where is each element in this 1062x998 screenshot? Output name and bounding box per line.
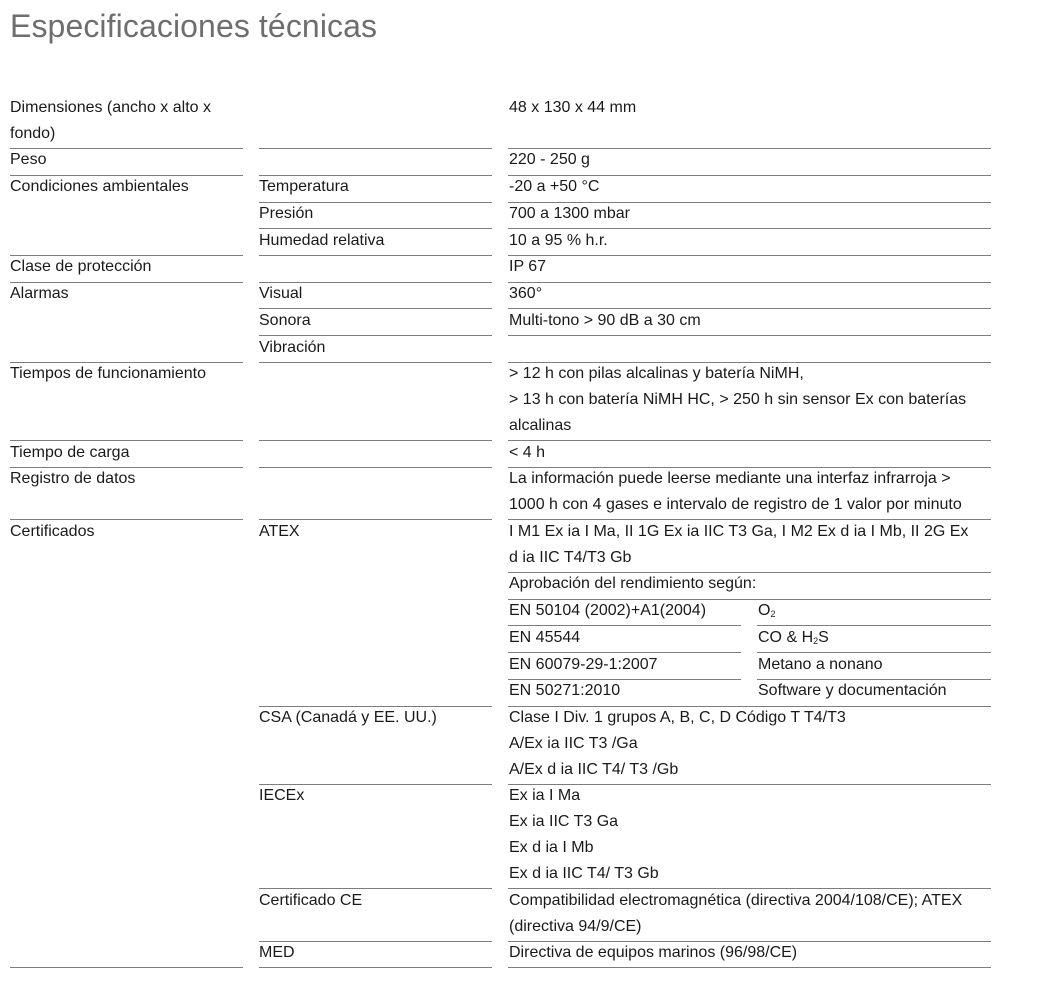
label-carga: Tiempo de carga	[10, 444, 130, 461]
norma-2-gas: CO & $H_2S$	[758, 629, 829, 646]
divider	[259, 148, 492, 149]
divider	[259, 255, 492, 256]
value-registro-line1: La información puede leerse mediante una interfaz infrarroja >	[509, 470, 951, 487]
label-peso: Peso	[10, 151, 47, 168]
label-tiempos: Tiempos de funcionamiento	[10, 365, 206, 382]
sublabel-temperatura: Temperatura	[259, 178, 349, 195]
value-ce-line2: (directiva 94/9/CE)	[509, 918, 642, 935]
value-atex-line2: d ia IIC T4/T3 Gb	[509, 549, 632, 566]
value-tiempos-line3: alcalinas	[509, 417, 572, 434]
value-visual: 360°	[509, 285, 543, 302]
label-clase: Clase de protección	[10, 258, 152, 275]
divider	[259, 467, 492, 468]
divider	[10, 967, 243, 968]
value-sonora: Multi-tono > 90 dB a 30 cm	[509, 312, 701, 329]
sublabel-presion: Presión	[259, 205, 314, 222]
sublabel-visual: Visual	[259, 285, 303, 302]
value-aprobacion: Aprobación del rendimiento según:	[509, 575, 757, 592]
value-presion: 700 a 1300 mbar	[509, 205, 630, 222]
value-med: Directiva de equipos marinos (96/98/CE)	[509, 944, 798, 961]
sublabel-med: MED	[259, 944, 295, 961]
sublabel-atex: ATEX	[259, 523, 300, 540]
value-ce-line1: Compatibilidad electromagnética (directiva 2004/108/CE); ATEX	[509, 892, 963, 909]
sublabel-csa: CSA (Canadá y EE. UU.)	[259, 709, 437, 726]
label-alarmas: Alarmas	[10, 285, 69, 302]
value-tiempos-line1: > 12 h con pilas alcalinas y batería NiMH,	[509, 365, 804, 382]
value-iecex-line3: Ex d ia I Mb	[509, 839, 594, 856]
divider	[508, 255, 991, 256]
value-dimensiones: 48 x 130 x 44 mm	[509, 99, 637, 116]
norma-2: EN 45544	[509, 629, 581, 646]
value-temperatura: -20 a +50 °C	[509, 178, 600, 195]
value-iecex-line1: Ex ia I Ma	[509, 787, 581, 804]
value-clase: IP 67	[509, 258, 547, 275]
divider	[259, 362, 492, 363]
norma-3: EN 60079-29-1:2007	[509, 656, 658, 673]
value-iecex-line4: Ex d ia IIC T4/ T3 Gb	[509, 865, 659, 882]
label-certificados: Certificados	[10, 523, 95, 540]
value-csa-line2: A/Ex ia IIC T3 /Ga	[509, 735, 638, 752]
norma-1: EN 50104 (2002)+A1(2004)	[509, 602, 707, 619]
divider	[508, 335, 991, 336]
norma-3-gas: Metano a nonano	[758, 656, 883, 673]
divider	[259, 967, 492, 968]
value-registro-line2: 1000 h con 4 gases e intervalo de registro de 1 valor por minuto	[509, 496, 962, 513]
norma-4-gas: Software y documentación	[758, 682, 947, 699]
value-atex-line1: I M1 Ex ia I Ma, II 1G Ex ia IIC T3 Ga, I M2 Ex d ia I Mb, II 2G Ex	[509, 523, 969, 540]
value-carga: < 4 h	[509, 444, 546, 461]
sublabel-sonora: Sonora	[259, 312, 311, 329]
label-condiciones: Condiciones ambientales	[10, 178, 189, 195]
norma-1-gas: $O_2$	[758, 602, 776, 619]
value-csa-line3: A/Ex d ia IIC T4/ T3 /Gb	[509, 761, 679, 778]
sublabel-vibracion: Vibración	[259, 339, 326, 356]
label-dimensiones-line2: fondo)	[10, 125, 56, 142]
value-iecex-line2: Ex ia IIC T3 Ga	[509, 813, 619, 830]
label-dimensiones-line1: Dimensiones (ancho x alto x	[10, 99, 211, 116]
page-title: Especificaciones técnicas	[10, 8, 378, 44]
divider	[508, 967, 991, 968]
value-humedad: 10 a 95 % h.r.	[509, 232, 608, 249]
value-csa-line1: Clase I Div. 1 grupos A, B, C, D Código T T4/T3	[509, 709, 846, 726]
divider	[259, 440, 492, 441]
divider	[508, 784, 991, 785]
value-peso: 220 - 250 g	[509, 151, 590, 168]
norma-4: EN 50271:2010	[509, 682, 621, 699]
divider	[508, 440, 991, 441]
divider	[508, 282, 991, 283]
sublabel-ce: Certificado CE	[259, 892, 363, 909]
sublabel-iecex: IECEx	[259, 787, 305, 804]
value-tiempos-line2: > 13 h con batería NiMH HC, > 250 h sin sensor Ex con baterías	[509, 391, 967, 408]
label-registro: Registro de datos	[10, 470, 136, 487]
sublabel-humedad: Humedad relativa	[259, 232, 385, 249]
